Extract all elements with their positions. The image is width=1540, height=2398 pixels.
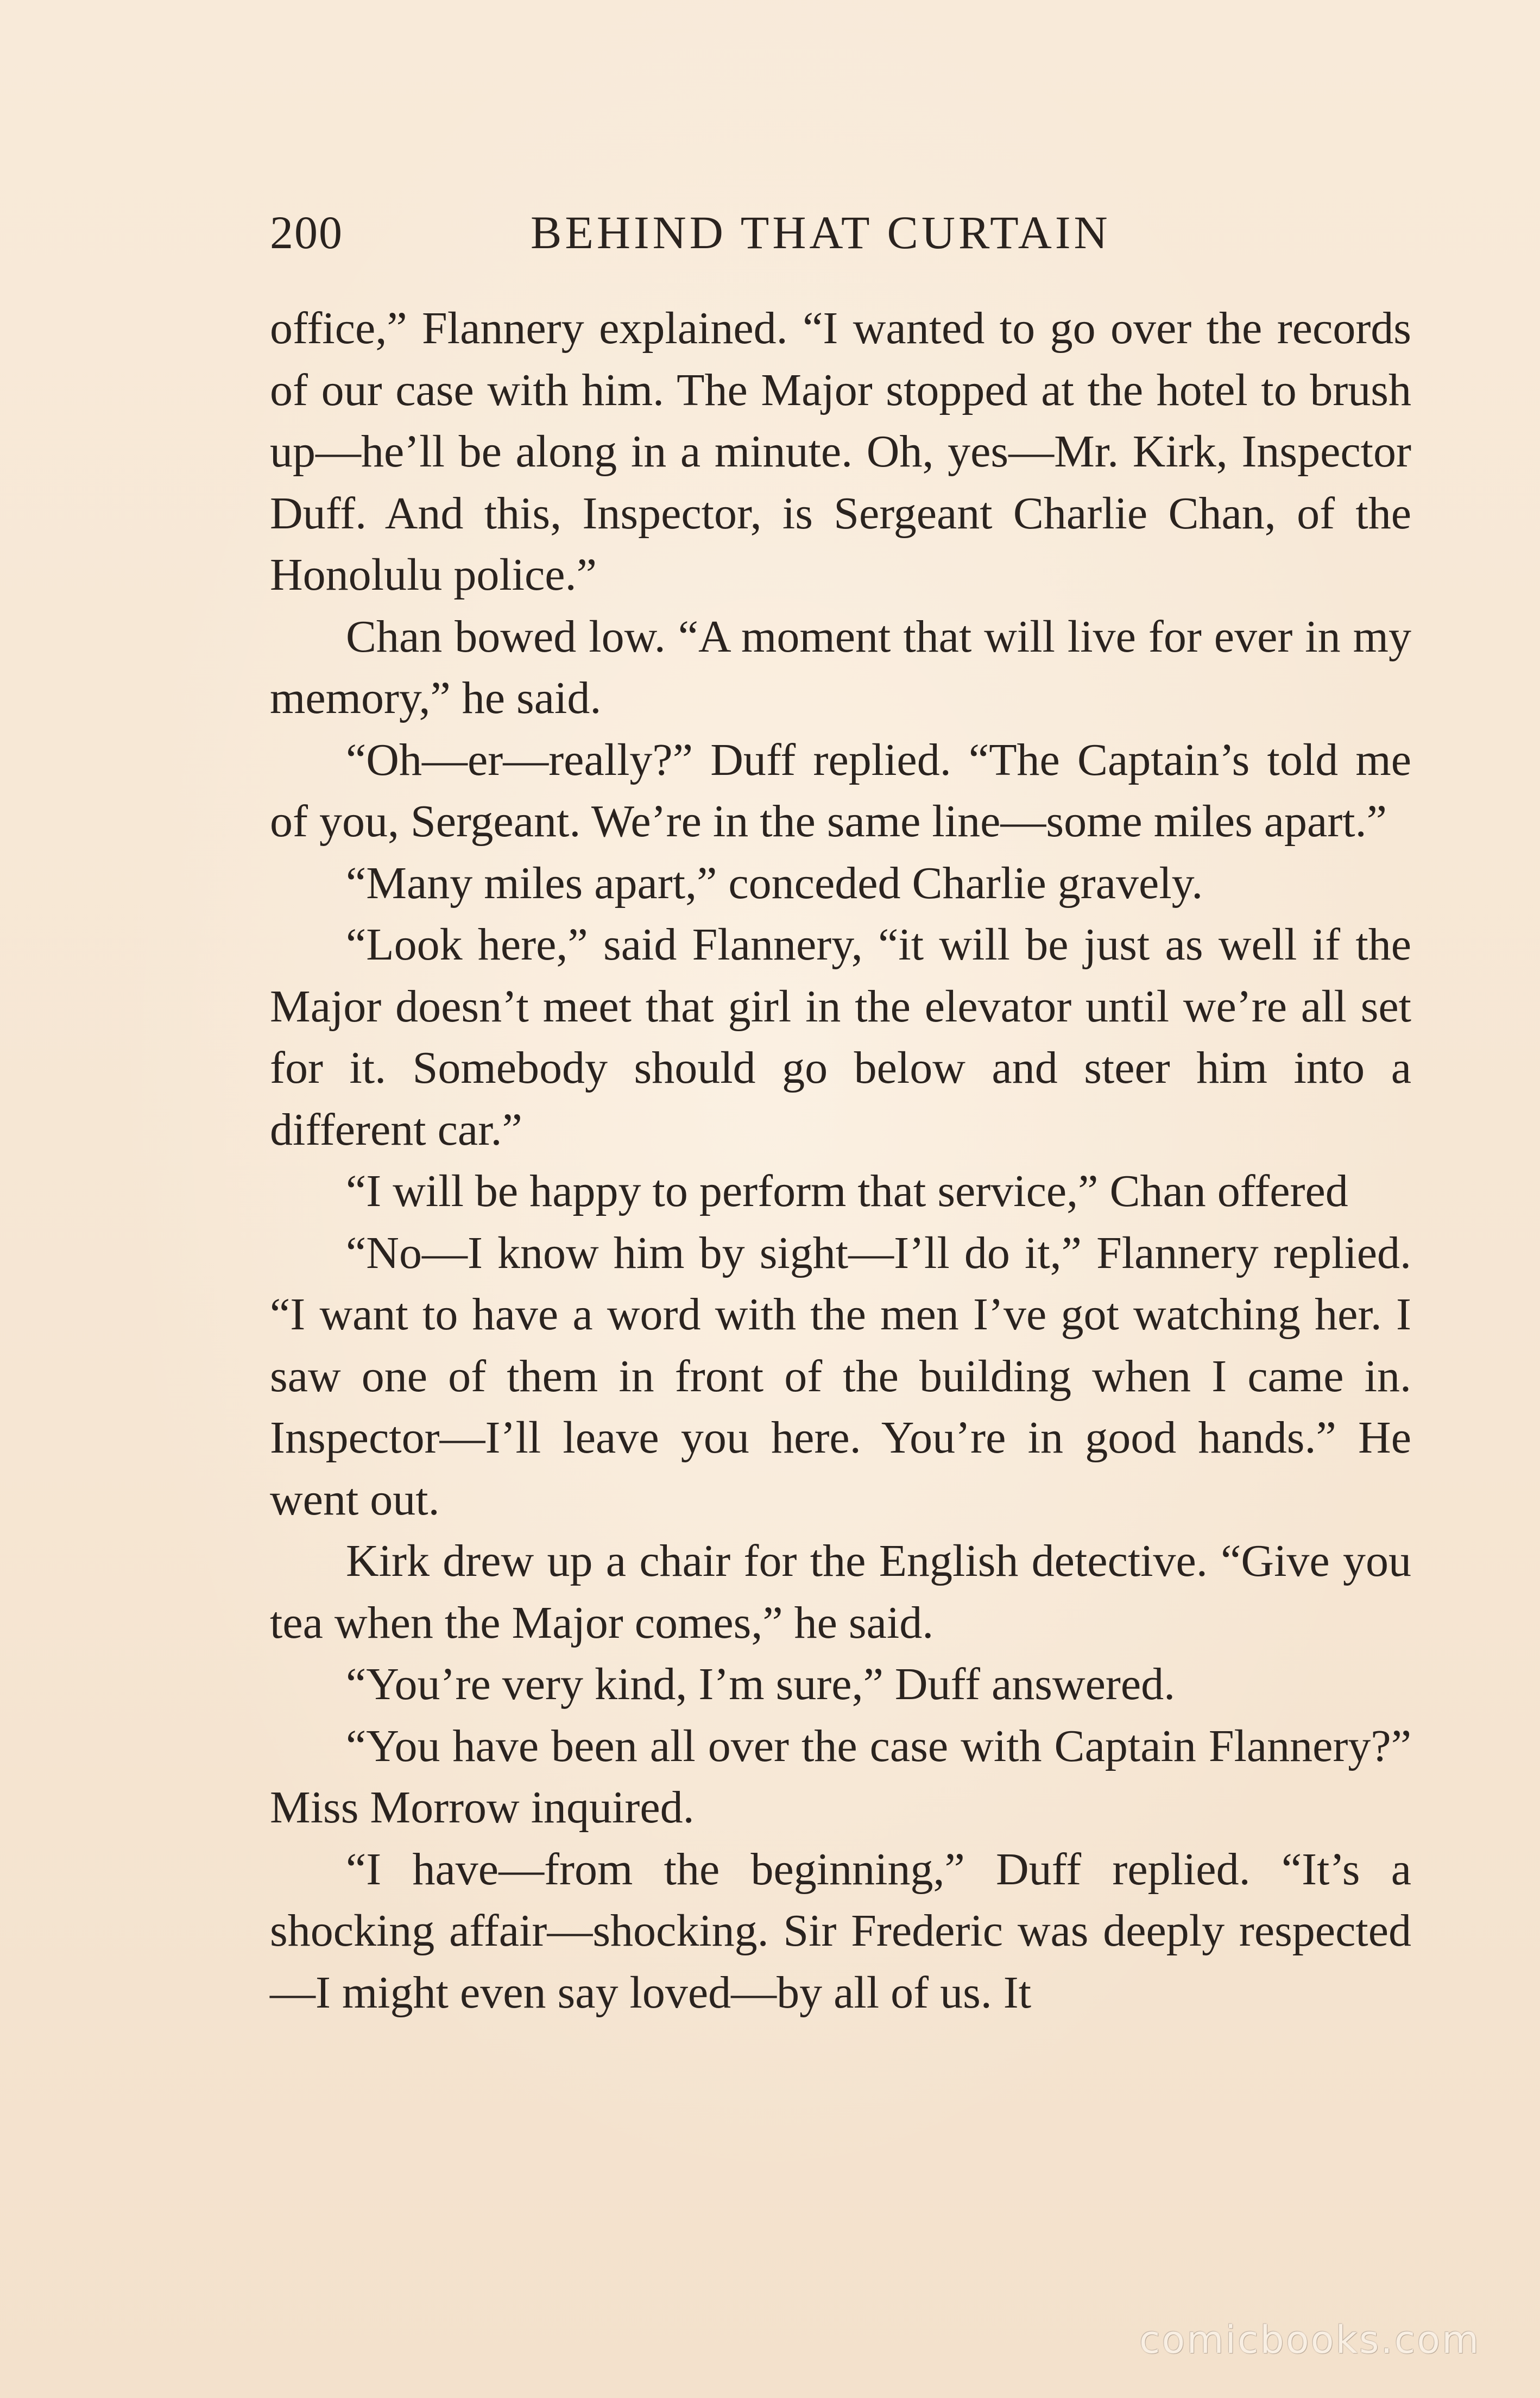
- page-number: 200: [270, 206, 343, 258]
- page-header: [270, 205, 1410, 270]
- paragraph: “You have been all over the case with Captain Flannery?” Miss Morrow inquired.: [270, 1720, 1411, 1833]
- body-text: [270, 298, 1411, 2023]
- running-head: BEHIND THAT CURTAIN: [531, 206, 1111, 258]
- paragraph: “Look here,” said Flannery, “it will be just as well if the Major doesn’t meet that girl in the elevator until we’re all set for it. Somebody should go below and steer him into a different car.”: [270, 919, 1411, 1155]
- paragraph: “You’re very kind, I’m sure,” Duff answered.: [346, 1659, 1176, 1709]
- paragraph: “I have—from the beginning,” Duff replied. “It’s a shocking affair—shocking. Sir Frederic was deeply respected—I might even say loved—by all of us. It: [270, 1844, 1411, 2018]
- paragraph: “I will be happy to perform that service,” Chan offered: [346, 1166, 1348, 1216]
- paragraph: “Oh—er—really?” Duff replied. “The Captain’s told me of you, Sergeant. We’re in the same line—some miles apart.”: [270, 734, 1411, 847]
- watermark: comicbooks.com: [1139, 2318, 1481, 2362]
- paragraph: office,” Flannery explained. “I wanted to go over the records of our case with him. The Major stopped at the hotel to brush up—he’ll be along in a minute. Oh, yes—Mr. Kirk, Inspector Duff. And this, Inspector, is Sergeant Charlie Chan, of the Honolulu police.”: [270, 303, 1411, 600]
- paragraph: Kirk drew up a chair for the English detective. “Give you tea when the Major comes,” he said.: [270, 1536, 1411, 1648]
- paragraph: “No—I know him by sight—I’ll do it,” Flannery replied. “I want to have a word with the men I’ve got watching her. I saw one of them in front of the building when I came in. Inspector—I’ll leave you here. You’re in good hands.” He went out.: [270, 1227, 1411, 1525]
- paragraph: “Many miles apart,” conceded Charlie gravely.: [346, 857, 1203, 908]
- paragraph: Chan bowed low. “A moment that will live for ever in my memory,” he said.: [270, 611, 1411, 723]
